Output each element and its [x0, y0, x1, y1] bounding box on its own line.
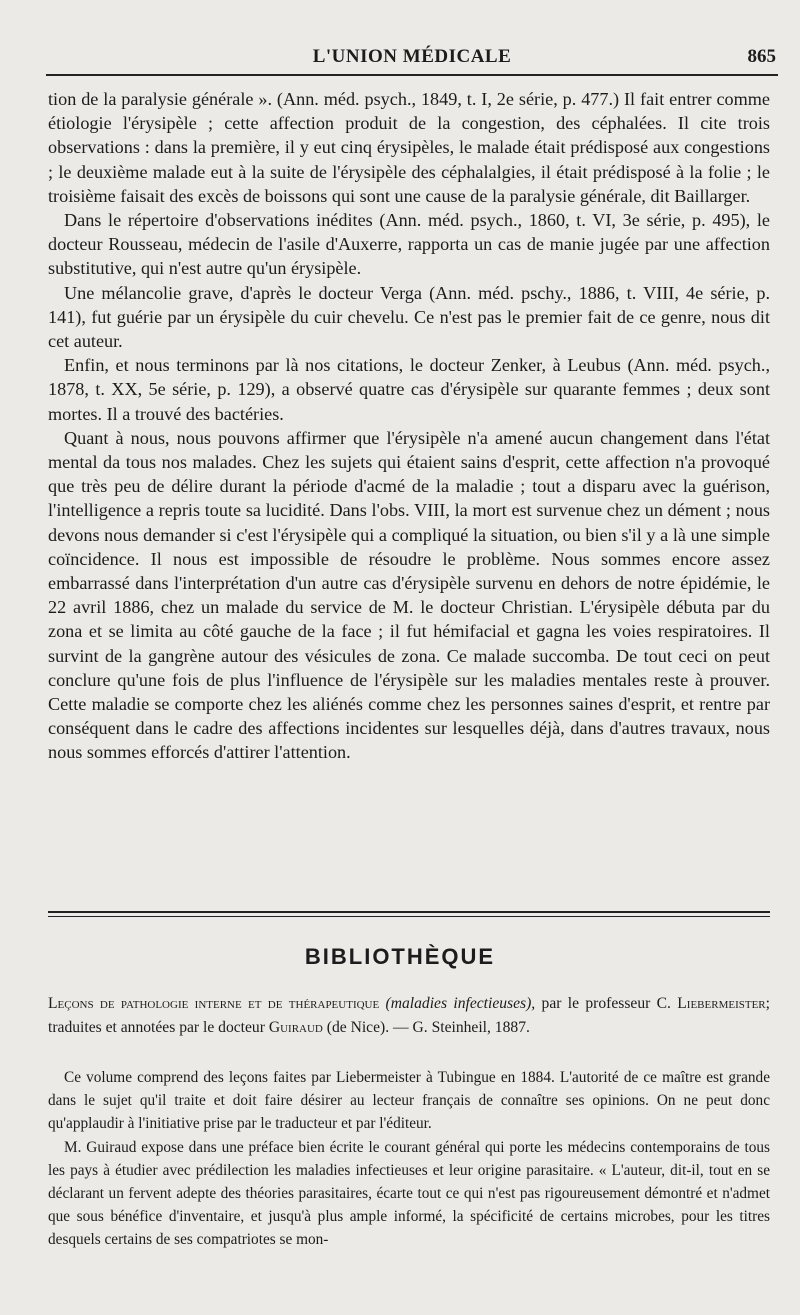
- book-review: [48, 1066, 770, 1252]
- paragraph: Une mélancolie grave, d'après le docteur Verga (Ann. méd. pschy., 1886, t. VIII, 4e série, p. 141), fut guérie par un érysipèle du cuir chevelu. Ce n'est pas le premier fait de ce genre, nous dit cet auteur.: [48, 282, 770, 352]
- paragraph: M. Guiraud expose dans une préface bien écrite le courant général qui porte les médecins contemporains de tous les pays à étudier avec prédilection les maladies infectieuses et leur origine parasitaire. « L'auteur, dit-il, tout en se déclarant un fervent adepte des théories parasitaires, écarte tout ce qui n'est pas rigoureusement démontré et n'admet que sous bénéfice d'inventaire, et jusqu'à plus ample informé, la spécificité de certains microbes, pour les titres desquels certains de ses compatriotes se mon-: [48, 1138, 770, 1249]
- reference-text: (de Nice). — G. Steinheil, 1887.: [326, 1019, 530, 1036]
- reference-text: ; traduites et annotées par le docteur: [48, 995, 770, 1036]
- paragraph: Quant à nous, nous pouvons affirmer que l'érysipèle n'a amené aucun changement dans l'état mental da tous nos malades. Chez les sujets qui étaient sains d'esprit, cette affection n'a provoqué que très peu de délire durant la période d'acmé de la maladie ; tout a disparu avec la guérison, l'intelligence a repris toute sa lucidité. Dans l'obs. VIII, la mort est survenue chez un dément ; nous devons nous demander si c'est l'érysipèle qui a compliqué la situation, ou bien s'il y a là une simple coïncidence. Il nous est impossible de résoudre le problème. Nous sommes encore assez embarrassé dans l'interprétation d'un autre cas d'érysipèle survenu en dehors de notre épidémie, le 22 avril 1886, chez un malade du service de M. le docteur Christian. L'érysipèle débuta par du zona et se limita au côté gauche de la face ; il fut hémifacial et gagna les voies respiratoires. Il survint de la gangrène autour des vésicules de zona. Ce malade succomba. De tout ceci on peut conclure qu'une fois de plus l'influence de l'érysipèle sur les maladies mentales reste à prouver. Cette maladie se comporte chez les aliénés comme chez les personnes saines d'esprit, et rentre par conséquent dans le cadre des affections incidentes sur lesquelles déjà, dans d'autres travaux, nous nous sommes efforcés d'attirer l'attention.: [48, 427, 770, 763]
- book-reference: [48, 992, 770, 1040]
- book-translator: Guiraud: [268, 1019, 323, 1036]
- paragraph: Dans le répertoire d'observations inédites (Ann. méd. psych., 1860, t. VI, 3e série, p. 495), le docteur Rousseau, médecin de l'asile d'Auxerre, rapporta un cas de manie jugée par une affection substitutive, qui n'est autre qu'un érysipèle.: [48, 210, 770, 279]
- book-title: Leçons de pathologie interne et de thérapeutique: [48, 995, 380, 1012]
- page-number: 865: [747, 46, 776, 67]
- book-subtitle: (maladies infectieuses),: [385, 995, 536, 1012]
- page-header: [46, 40, 778, 80]
- section-divider: [48, 911, 770, 919]
- paragraph: Enfin, et nous terminons par là nos citations, le docteur Zenker, à Leubus (Ann. méd. psych., 1878, t. XX, 5e série, p. 129), a observé quatre cas d'érysipèle sur quarante femmes ; deux sont mortes. Il a trouvé des bactéries.: [48, 355, 770, 424]
- section-heading: BIBLIOTHÈQUE: [304, 944, 496, 969]
- book-author: C. Liebermeister: [656, 995, 766, 1012]
- running-title: L'UNION MÉDICALE: [312, 46, 512, 67]
- paragraph: tion de la paralysie générale ». (Ann. méd. psych., 1849, t. I, 2e série, p. 477.) Il fait entrer comme étiologie l'érysipèle ; cette affection produit de la congestion, des céphalées. Il cite trois observations : dans la première, il y eut cinq érysipèles, le malade était prédisposé aux congestions ; le deuxième malade eut à la suite de l'érysipèle des céphalalgies, il était prédisposé à la folie ; le troisième faisait des excès de boissons qui sont une cause de la paralysie générale, dit Baillarger.: [48, 89, 770, 206]
- article-body: [48, 87, 770, 765]
- header-rule: [46, 74, 778, 76]
- reference-text: par le professeur: [541, 995, 651, 1012]
- paragraph: Ce volume comprend des leçons faites par Liebermeister à Tubingue en 1884. L'autorité de ce maître est grande dans le sujet qu'il traite et doit faire désirer au lecteur français de connaître ses opinions. On ne peut donc qu'applaudir à l'initiative prise par le traducteur et par l'éditeur.: [48, 1069, 770, 1133]
